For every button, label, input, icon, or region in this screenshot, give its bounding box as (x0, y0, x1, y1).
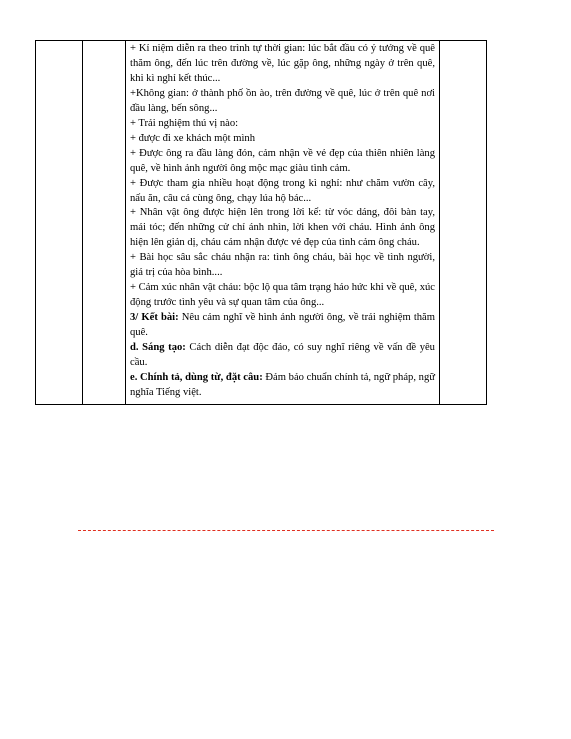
content-line: + Được tham gia nhiều hoạt động trong kì nghỉ: như chăm vườn cây, nấu ăn, câu cá cùng ông, chạy lúa hộ bác... (130, 177, 435, 204)
creativity-text: Cách diễn đạt độc đáo, có suy nghĩ riêng về vấn đề yêu cầu. (130, 342, 435, 369)
creativity-label: d. Sáng tạo: (130, 342, 186, 354)
content-line: + Cảm xúc nhân vật cháu: bộc lộ qua tâm trạng háo hức khi về quê, xúc động trước tình yêu và sự quan tâm của ông... (130, 282, 435, 309)
content-line: + Trải nghiệm thú vị nào: (130, 117, 239, 129)
table-row (36, 41, 487, 405)
content-text (126, 41, 439, 404)
creativity-paragraph (130, 341, 435, 371)
rubric-table (35, 40, 487, 405)
spelling-text: Đảm bảo chuẩn chính tả, ngữ pháp, ngữ nghĩa Tiếng việt. (130, 371, 435, 398)
empty-cell-4 (440, 41, 487, 405)
content-cell (126, 41, 440, 405)
content-line: + Kỉ niệm diễn ra theo trình tự thời gian: lúc bắt đầu có ý tưởng về quê thăm ông, đến lúc trên đường về, lúc gặp ông, những ngày ở trên quê, khi kì nghỉ kết thúc... (130, 43, 435, 84)
dashed-divider (78, 530, 494, 531)
empty-cell-1 (36, 41, 83, 405)
empty-cell-2 (83, 41, 126, 405)
content-line: + Bài học sâu sắc cháu nhận ra: tình ông cháu, bài học về tình người, giá trị của hòa bình.... (130, 252, 435, 279)
content-line: + Nhân vật ông được hiện lên trong lời kể: từ vóc dáng, đôi bàn tay, mái tóc; đến những cử chỉ ánh nhìn, lời khen với cháu. Hình ảnh ông hiện lên giản dị, cháu cảm nhận được vẻ đẹp của tình cảm ông cháu. (130, 207, 435, 249)
content-line: + Được ông ra đầu làng đón, cảm nhận về vẻ đẹp của thiên nhiên làng quê, về hình ảnh người ông mộc mạc giàu tình cảm. (130, 147, 435, 174)
spelling-paragraph (130, 371, 435, 401)
content-line: + được đi xe khách một mình (130, 132, 255, 144)
conclusion-text: Nêu cảm nghĩ về hình ảnh người ông, về trải nghiệm thăm quê. (130, 312, 435, 339)
spelling-label: e. Chính tả, dùng từ, đặt câu: (130, 371, 263, 383)
content-line: +Không gian: ở thành phố ồn ào, trên đường về quê, lúc ở trên quê nơi đầu làng, bến sông... (130, 87, 435, 114)
conclusion-label: 3/ Kết bài: (130, 312, 179, 324)
conclusion-paragraph (130, 311, 435, 341)
